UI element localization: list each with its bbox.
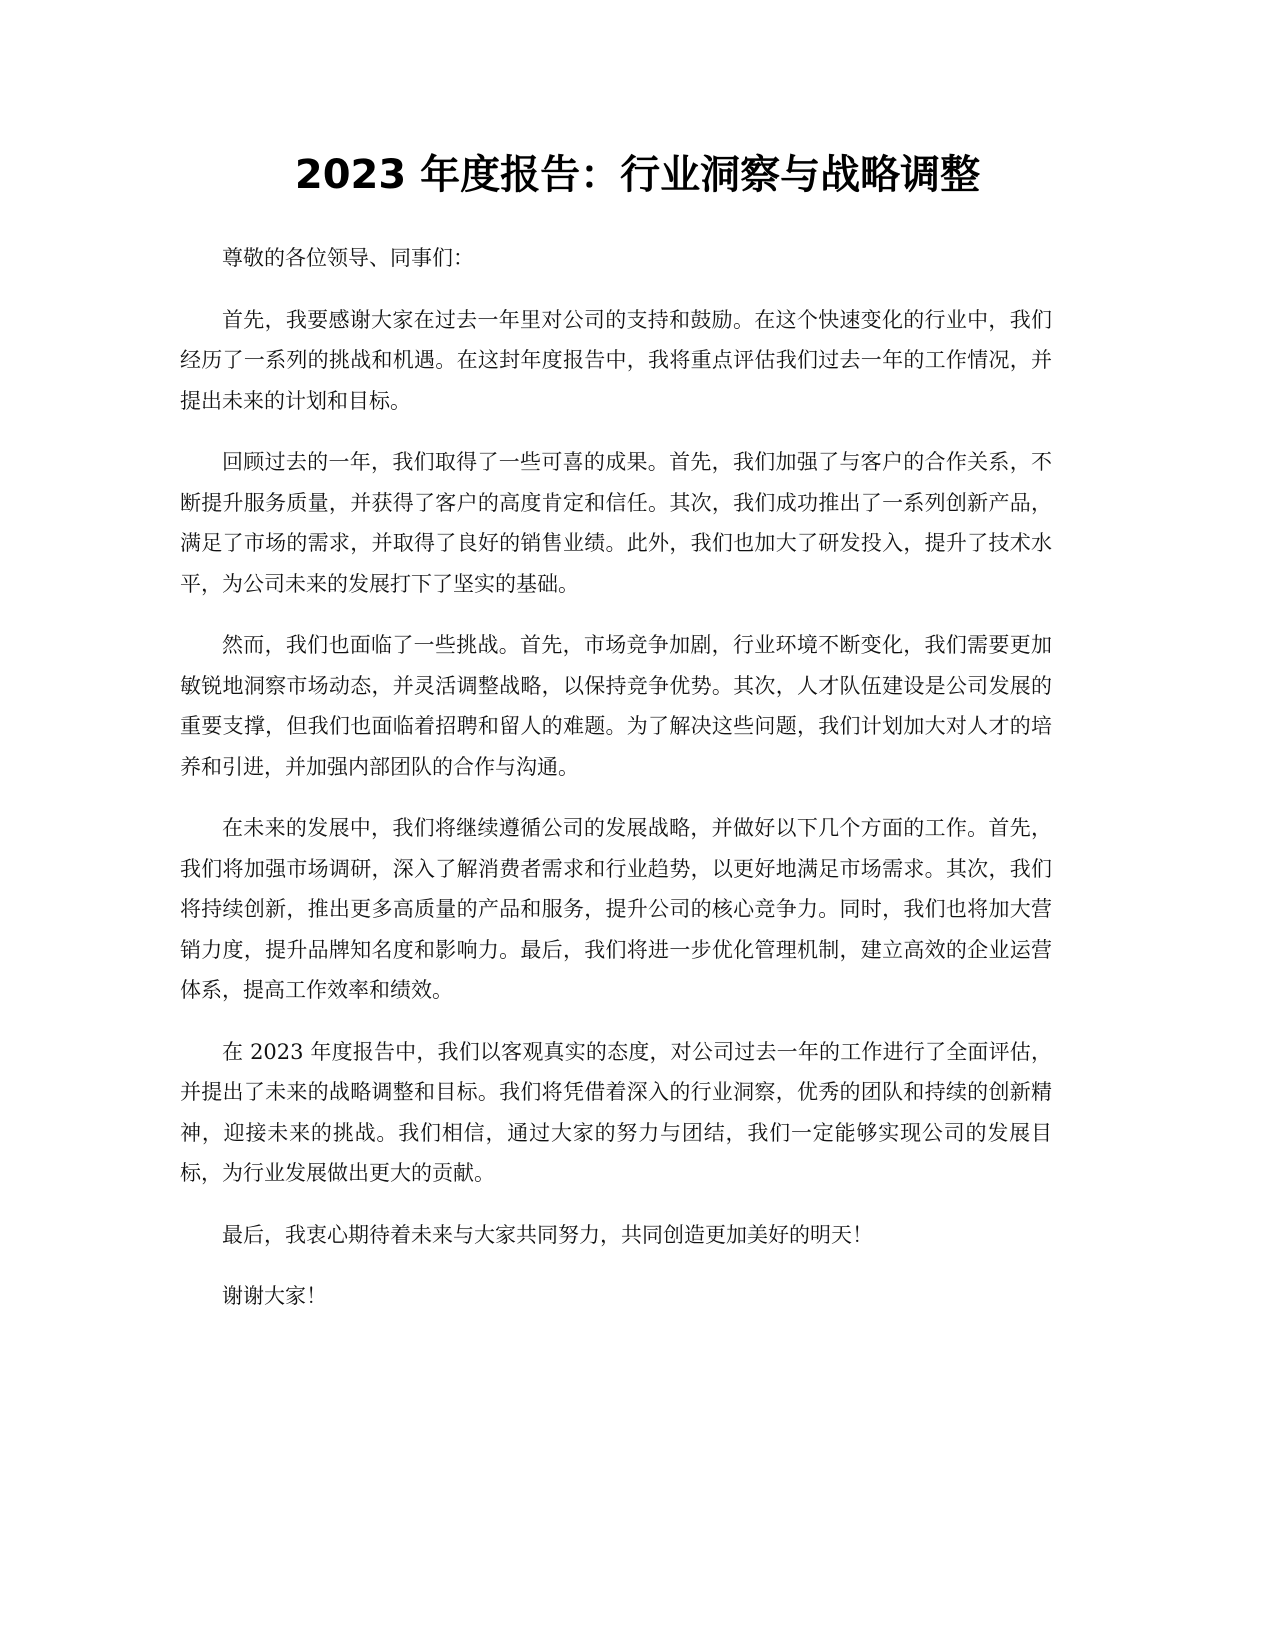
document-title: 2023 年度报告：行业洞察与战略调整 (294, 152, 981, 198)
salutation-paragraph: 尊敬的各位领导、同事们： (222, 246, 474, 270)
thanks-paragraph: 谢谢大家！ (222, 1284, 327, 1308)
document-body (180, 238, 1052, 1338)
body-paragraph: 在 2023 年度报告中，我们以客观真实的态度，对公司过去一年的工作进行了全面评估，并提出了未来的战略调整和目标。我们将凭借着深入的行业洞察，优秀的团队和持续的创新精神，迎接未来的挑战。我们相信，通过大家的努力与团结，我们一定能够实现公司的发展目标，为行业发展做出更大的贡献。 (180, 1039, 1052, 1185)
closing-paragraph: 最后，我衷心期待着未来与大家共同努力，共同创造更加美好的明天！ (222, 1222, 873, 1247)
body-paragraph: 然而，我们也面临了一些挑战。首先，市场竞争加剧，行业环境不断变化，我们需要更加敏锐地洞察市场动态，并灵活调整战略，以保持竞争优势。其次，人才队伍建设是公司发展的重要支撑，但我们也面临着招聘和留人的难题。为了解决这些问题，我们计划加大对人才的培养和引进，并加强内部团队的合作与沟通。 (180, 633, 1052, 779)
body-paragraph: 首先，我要感谢大家在过去一年里对公司的支持和鼓励。在这个快速变化的行业中，我们经历了一系列的挑战和机遇。在这封年度报告中，我将重点评估我们过去一年的工作情况，并提出未来的计划和目标。 (180, 307, 1052, 413)
body-paragraph: 在未来的发展中，我们将继续遵循公司的发展战略，并做好以下几个方面的工作。首先，我们将加强市场调研，深入了解消费者需求和行业趋势，以更好地满足市场需求。其次，我们将持续创新，推出更多高质量的产品和服务，提升公司的核心竞争力。同时，我们也将加大营销力度，提升品牌知名度和影响力。最后，我们将进一步优化管理机制，建立高效的企业运营体系，提高工作效率和绩效。 (180, 816, 1052, 1002)
body-paragraph: 回顾过去的一年，我们取得了一些可喜的成果。首先，我们加强了与客户的合作关系，不断提升服务质量，并获得了客户的高度肯定和信任。其次，我们成功推出了一系列创新产品，满足了市场的需求，并取得了良好的销售业绩。此外，我们也加大了研发投入，提升了技术水平，为公司未来的发展打下了坚实的基础。 (180, 450, 1052, 596)
